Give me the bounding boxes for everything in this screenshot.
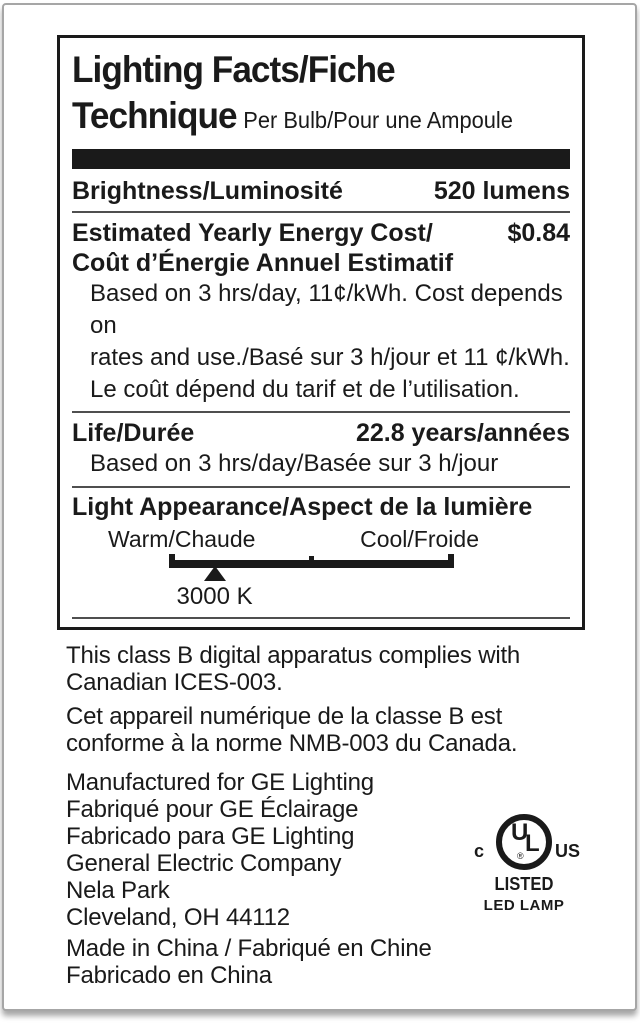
manufacturer-address-line1: Nela Park (66, 877, 170, 904)
life-label: Life/Durée (72, 419, 195, 447)
color-temp-marker (204, 566, 226, 581)
energy-cost-note-line3: Le coût dépend du tarif et de l’utilisation. (90, 376, 520, 403)
energy-used-label-line1 (72, 626, 232, 630)
life-header-row (72, 418, 570, 448)
scale-tick-left (169, 554, 175, 568)
energy-cost-label-line2: Coût d’Énergie Annuel Estimatif (72, 249, 454, 277)
nmb-line2: conforme à la norme NMB-003 du Canada. (66, 730, 518, 757)
ul-canada-letter: c (474, 841, 485, 861)
ices-statement (66, 642, 586, 696)
separator-bar-thick (72, 149, 570, 169)
origin-block (66, 935, 516, 989)
manufacturer-line-fr: Fabriqué pour GE Éclairage (66, 796, 359, 823)
energy-used-value (485, 625, 570, 630)
registered-trademark-icon: ® (517, 851, 524, 861)
energy-cost-value: $0.84 (507, 219, 570, 247)
ul-logo-u: U (511, 819, 529, 846)
cool-label: Cool/Froide (360, 526, 479, 552)
color-temp-scale-labels (72, 522, 570, 553)
manufacturer-line-en: Manufactured for GE Lighting (66, 769, 374, 796)
manufacturer-block (66, 769, 466, 931)
brightness-row (72, 169, 570, 213)
ices-line2: Canadian ICES-003. (66, 669, 283, 696)
scale-tick-middle (309, 556, 314, 568)
life-value: 22.8 years/années (355, 419, 570, 447)
scale-tick-right (448, 554, 454, 568)
brightness-value: 520 lumens (433, 177, 570, 205)
facts-title-line1: Lighting Facts/Fiche (72, 49, 395, 90)
compliance-statements (66, 642, 586, 757)
ices-line1: This class B digital apparatus complies with (66, 642, 521, 669)
nmb-line1: Cet appareil numérique de la classe B est (66, 703, 503, 730)
facts-title (72, 38, 545, 143)
lighting-facts-box (57, 35, 585, 630)
energy-cost-header-row (72, 218, 570, 278)
manufacturer-address-line2: Cleveland, OH 44112 (66, 904, 290, 931)
color-temp-scale (169, 554, 454, 583)
ul-certification-mark (457, 802, 599, 922)
package-label-card (2, 3, 637, 1011)
warm-label: Warm/Chaude (108, 526, 256, 552)
origin-line1: Made in China / Fabriqué en Chine (66, 935, 432, 962)
light-appearance-label: Light Appearance/Aspect de la lumière (72, 493, 533, 521)
ul-logo-l: L (525, 830, 540, 857)
manufacturer-line-es: Fabricado para GE Lighting (66, 823, 355, 850)
ul-listed-text: LISTED (494, 874, 554, 894)
energy-cost-label-line1: Estimated Yearly Energy Cost/ (72, 219, 433, 247)
energy-cost-note-line1: Based on 3 hrs/day, 11¢/kWh. Cost depends on (90, 280, 563, 339)
facts-title-line2: Technique (72, 95, 237, 136)
energy-cost-note (72, 278, 570, 406)
color-temp-value-row (169, 583, 454, 611)
energy-used-section (72, 619, 570, 630)
energy-cost-section (72, 213, 570, 413)
nmb-statement (66, 703, 586, 757)
facts-subtitle: Per Bulb/Pour une Ampoule (243, 107, 513, 133)
brightness-label: Brightness/Luminosité (72, 177, 343, 205)
manufacturer-company: General Electric Company (66, 850, 342, 877)
origin-line2: Fabricado en China (66, 962, 272, 989)
ul-lamp-type-text: LED LAMP (483, 897, 565, 914)
light-appearance-section (72, 488, 570, 619)
energy-cost-label (72, 218, 453, 278)
color-temp-value: 3000 K (176, 583, 253, 610)
life-section (72, 413, 570, 488)
life-note: Based on 3 hrs/day/Basée sur 3 h/jour (90, 450, 499, 477)
energy-used-label (72, 625, 405, 630)
ul-logo-icon (496, 814, 552, 870)
ul-us-letters: US (555, 841, 581, 861)
energy-cost-note-line2: rates and use./Basé sur 3 h/jour et 11 ¢/kWh. (90, 344, 570, 371)
